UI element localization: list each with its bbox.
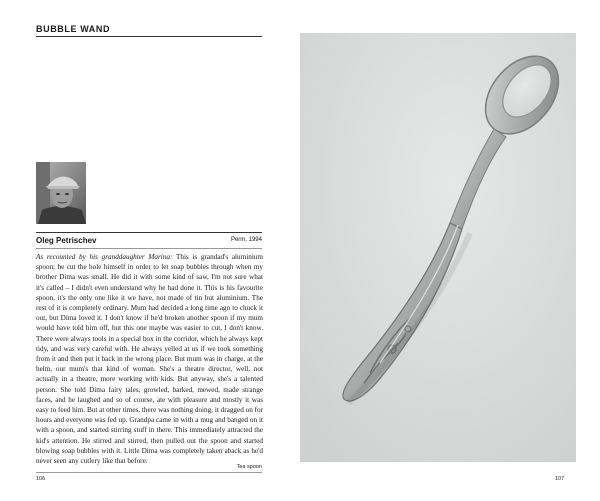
page-number-left: 106	[36, 476, 46, 482]
portrait-photo	[36, 162, 86, 224]
section-title: BUBBLE WAND	[36, 24, 111, 34]
person-name: Oleg Petrischev	[36, 236, 97, 245]
person-divider	[36, 232, 262, 233]
object-caption: Tea spoon	[236, 464, 262, 470]
spoon-photo	[300, 33, 576, 462]
person-divider-thin	[36, 248, 262, 249]
portrait-image	[36, 162, 86, 224]
story-body: This is grandad's aluminium spoon; he cut the hole himself in order to let soap bubbles through when my brother Dima was small. He did it with some kind of saw, I'm not sure what it's called – I didn't even understand why he had done it. This is his favourite spoon, it's the only one like it we have, not made of tin but aluminium. The rest of it is completely ordinary. Mum had decided a long time ago to chuck it out, but Dima loved it. I don't know if he'd broken another spoon if my mum would have told him off, but this one maybe was easier to cut, I don't know. There were always tools in a special box in the corridor, which he always kept tidy, and was very careful with. He always yelled at us if we took something from it and then put it back in the wrong place. But mum was in charge, at the helm, our mum's that kind of woman. She's a theatre director, well, not actually in a theatre, more working with kids. But anyway, she's a talented person. She told Dima fairy tales, growled, barked, mewed, made strange faces, and he laughed and so of course, ate with pleasure and mostly it was easy to feed him. But at other times, there was nothing doing, it dragged on for hours and everyone was fed up. Grandpa came in with a mug and banged on it with a spoon, and started stirring stuff in there. This immediately attracted the kid's attention. He stirred and stirred, then pulled out the spoon and started blowing soap bubbles with it. Little Dima was completely taken aback as he'd never seen any cutlery like that before.	[36, 253, 263, 466]
story-text	[36, 252, 263, 466]
title-divider	[36, 36, 262, 37]
story-lead: As recounted by his granddaughter Marina:	[36, 253, 173, 261]
spoon-image	[300, 33, 576, 462]
place-year: Perm, 1994	[230, 237, 262, 243]
caption-divider	[36, 472, 262, 473]
page-number-right: 107	[555, 476, 565, 482]
left-page	[0, 0, 290, 501]
